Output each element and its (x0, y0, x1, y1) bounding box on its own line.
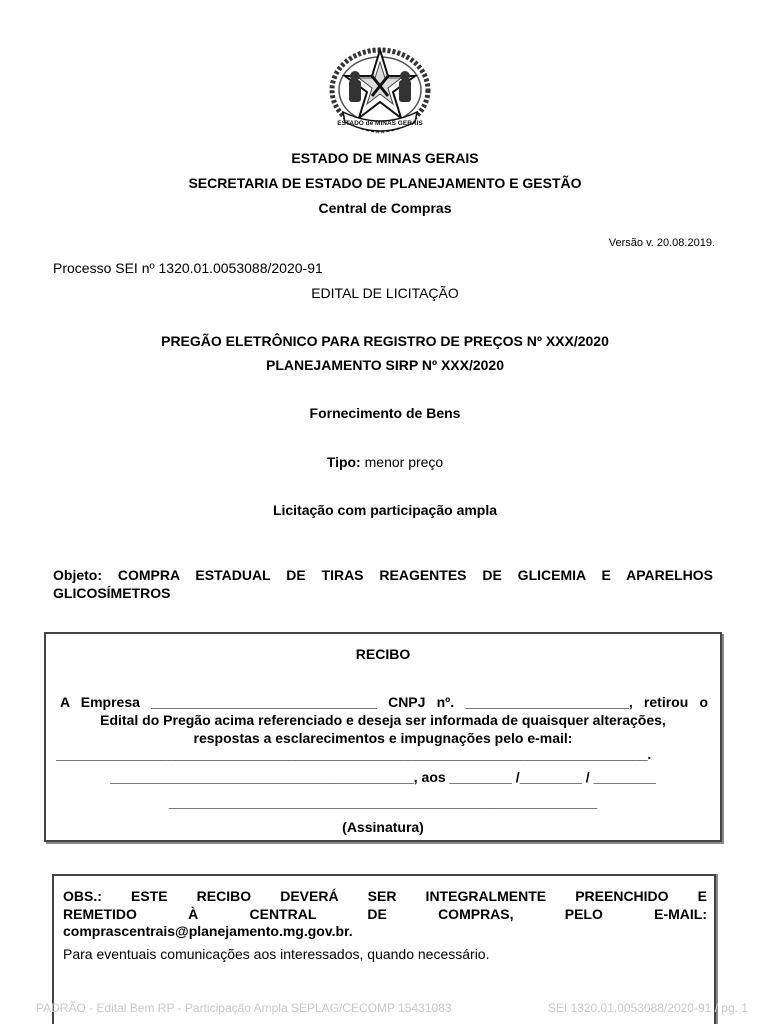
tender-type (0, 454, 770, 470)
supply-type: Fornecimento de Bens (309, 405, 461, 421)
receipt-line-3: respostas a esclarecimentos e impugnações pelo e-mail: (193, 730, 573, 746)
object-line-1: Objeto: COMPRA ESTADUAL DE TIRAS REAGENTES DE GLICEMIA E APARELHOS (53, 567, 713, 583)
email-blank-line[interactable]: _______________________________________________________________________________. (56, 746, 651, 762)
footer-document-id: PADRÃO - Edital Bem RP - Participação Ampla SEPLAG/CECOMP 15431083 (36, 1001, 452, 1015)
tender-type-label: Tipo: (326, 454, 361, 470)
receipt-line-2: Edital do Pregão acima referenciado e deseja ser informada de quaisquer alterações, (100, 712, 666, 728)
process-number: Processo SEI nº 1320.01.0053088/2020-91 (53, 260, 323, 276)
receipt-title: RECIBO (355, 646, 411, 662)
svg-text:▪ ▪ ▪ ▪: ▪ ▪ ▪ ▪ (375, 130, 385, 135)
minas-gerais-seal-icon (327, 46, 433, 138)
signature-label: (Assinatura) (342, 819, 424, 835)
edital-title: EDITAL DE LICITAÇÃO (311, 285, 459, 301)
obs-line-2: REMETIDO À CENTRAL DE COMPRAS, PELO E-MAIL: (63, 906, 707, 922)
pregao-title: PREGÃO ELETRÔNICO PARA REGISTRO DE PREÇOS Nº XXX/2020 (161, 333, 609, 349)
place-date-line[interactable]: _______________________________________, aos ________ /________ / ________ (110, 769, 656, 785)
signature-line[interactable]: _______________________________________________________ (168, 794, 598, 810)
version-label: Versão v. 20.08.2019. (608, 237, 715, 249)
receipt-line-1: A Empresa _____________________________ CNPJ nº. _____________________, retirou o (60, 694, 708, 710)
planejamento-title: PLANEJAMENTO SIRP Nº XXX/2020 (265, 357, 504, 373)
object-line-2: GLICOSÍMETROS (53, 585, 171, 601)
state-name: ESTADO DE MINAS GERAIS (291, 150, 479, 166)
obs-line-1: OBS.: ESTE RECIBO DEVERÁ SER INTEGRALMENTE PREENCHIDO E (63, 888, 707, 904)
seal-ribbon-text: ESTADO de MINAS GERAIS (337, 120, 423, 127)
footer-page-number: SEI 1320.01.0053088/2020-91 / pg. 1 (547, 1001, 748, 1015)
obs-email: comprascentrais@planejamento.mg.gov.br. (63, 923, 353, 939)
tender-type-value: menor preço (364, 454, 444, 470)
receipt-box (44, 632, 722, 842)
secretariat-name: SECRETARIA DE ESTADO DE PLANEJAMENTO E GESTÃO (188, 175, 582, 191)
department-name: Central de Compras (318, 200, 452, 216)
participation-type: Licitação com participação ampla (272, 502, 498, 518)
obs-line-4: Para eventuais comunicações aos interessados, quando necessário. (63, 946, 490, 962)
